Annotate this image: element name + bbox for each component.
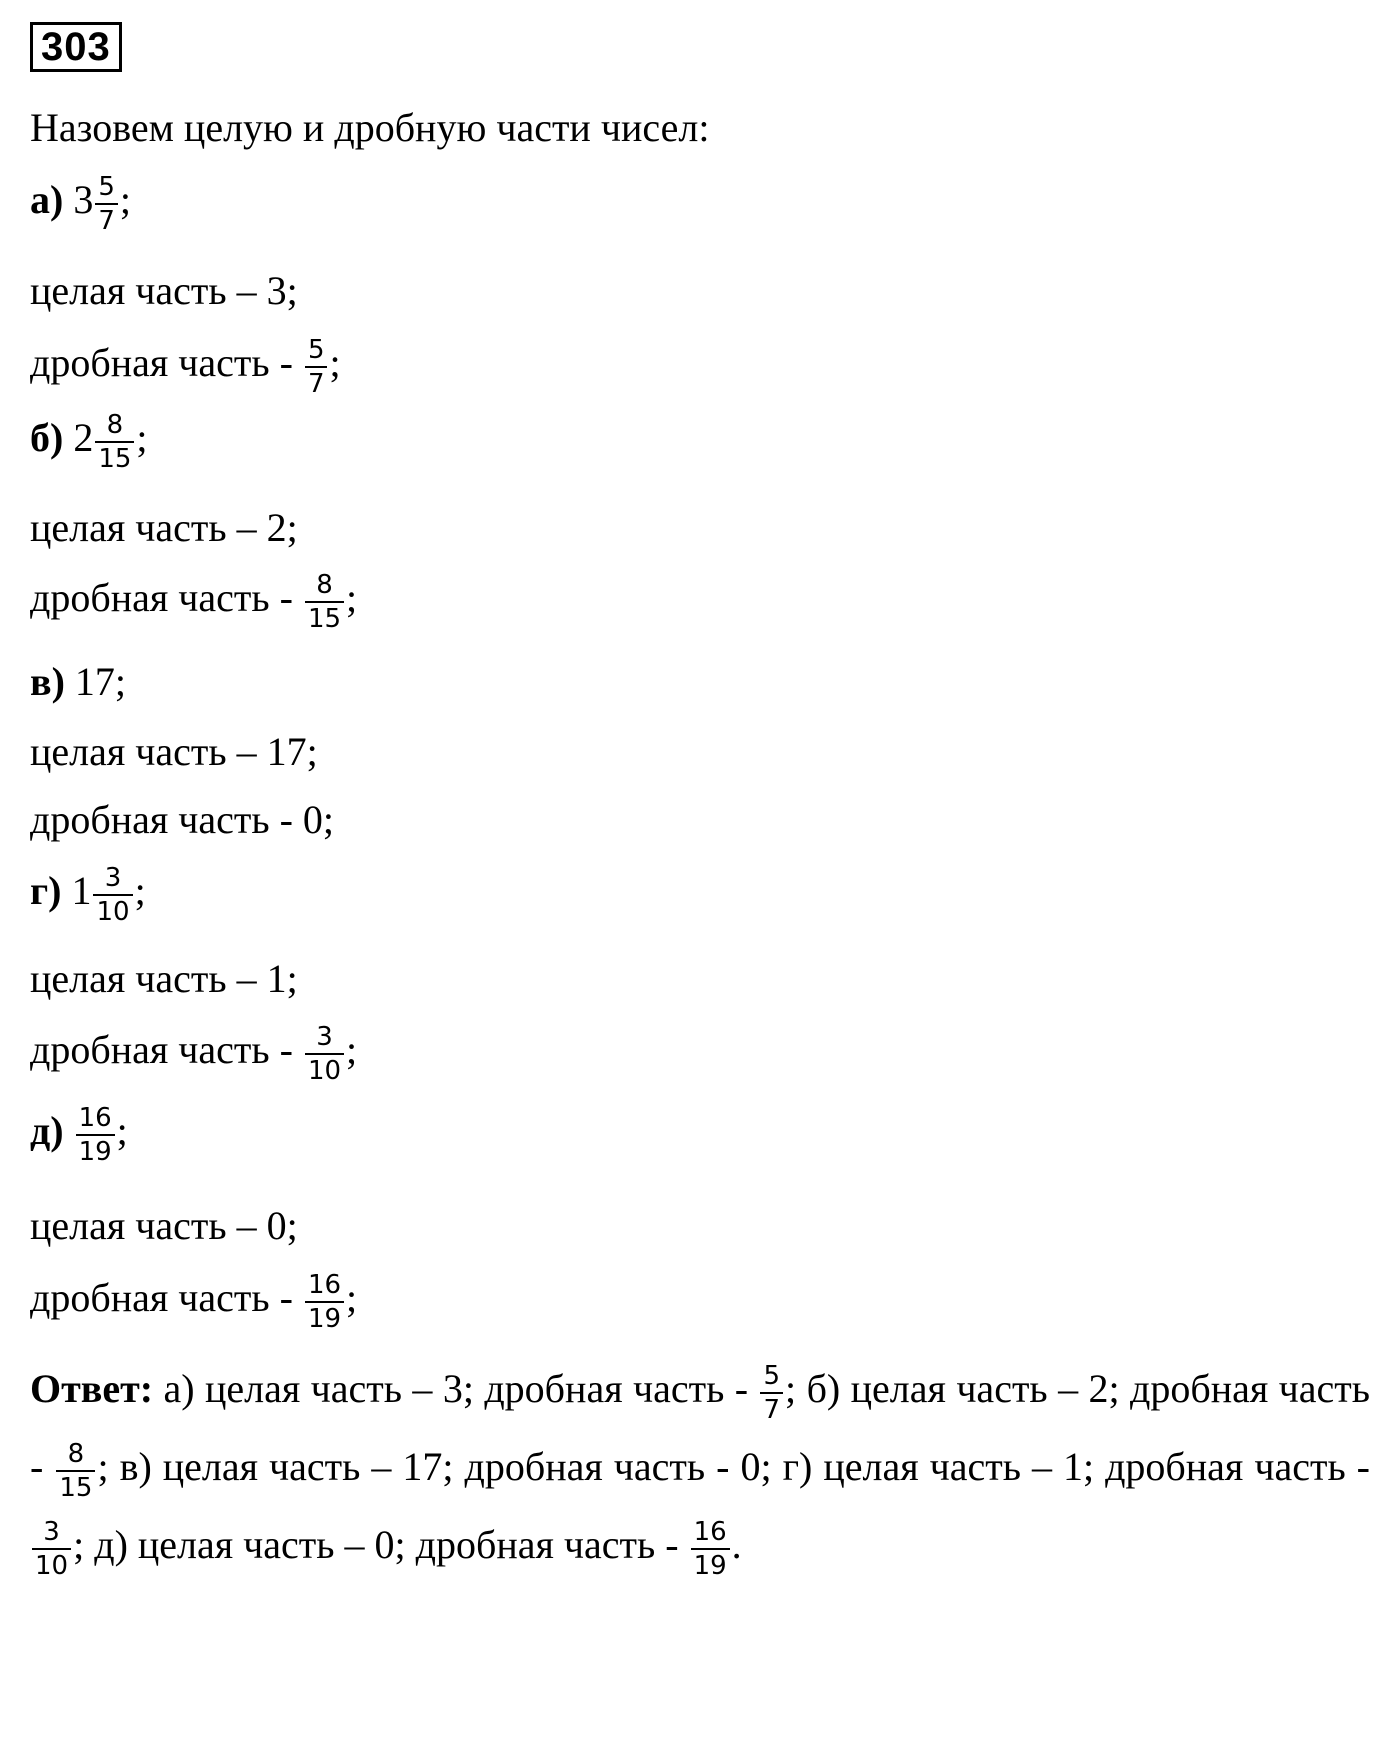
answer-a-numerator: 5	[760, 1363, 783, 1394]
item-d-fraction	[93, 865, 132, 925]
answer-d-numerator: 16	[691, 1519, 730, 1550]
answer-g-fraction	[32, 1516, 71, 1581]
item-a-frac-denominator: 7	[307, 369, 325, 399]
item-e-fraction	[76, 1105, 115, 1165]
answer-c-text: в) целая часть – 17; дробная часть - 0; г) целая часть – 1; дробная часть -	[119, 1444, 1371, 1489]
answer-b-fraction	[56, 1438, 95, 1503]
item-b-heading: б) 2 $\frac{8}{15}$ ;	[30, 410, 148, 474]
answer-d-denominator: 19	[693, 1550, 727, 1581]
item-d-frac-prefix: дробная часть -	[30, 1027, 293, 1073]
item-d-heading: г) 1 $\frac{3}{10}$ ;	[30, 863, 146, 927]
item-e-frac-line: дробная часть - $\frac{16}{19}$ ;	[30, 1270, 358, 1334]
item-c-whole-line: целая часть – 17;	[30, 729, 318, 774]
item-b-whole-line: целая часть – 2;	[30, 505, 298, 550]
item-d-letter: г)	[30, 868, 62, 914]
answer-d-fraction	[691, 1516, 730, 1581]
item-e-letter: д)	[30, 1108, 64, 1154]
item-b-frac-part	[305, 572, 344, 632]
item-a-whole-line: целая часть – 3;	[30, 268, 298, 313]
answer-a-text: а) целая часть – 3; дробная часть -	[163, 1366, 749, 1411]
item-b-fraction	[95, 412, 134, 472]
answer-paragraph: Ответ: а) целая часть – 3; дробная часть - $\frac{5}{7}$ ; б) целая часть – 2; дробная часть - $\frac{8}{15}$ ; в) целая часть – 17; дробная часть - 0; г) целая часть – 1; дробная часть - $\frac{3}{10}$ ; д) целая часть – 0; дробная часть - $\frac{16}{19}$ .	[30, 1360, 1371, 1581]
task-number-box	[30, 22, 122, 72]
item-e-denominator: 19	[78, 1137, 112, 1167]
item-a-fraction	[95, 174, 118, 234]
item-d-numerator: 3	[93, 865, 132, 896]
answer-b-text: б) целая часть – 2; дробная часть -	[30, 1366, 1371, 1489]
item-b-whole: 2	[73, 415, 94, 461]
item-e-frac-numerator: 16	[305, 1272, 344, 1303]
item-d-frac-numerator: 3	[305, 1024, 344, 1055]
answer-a-denominator: 7	[763, 1394, 781, 1425]
item-d-frac-part	[305, 1024, 344, 1084]
item-d-frac-line: дробная часть - $\frac{3}{10}$ ;	[30, 1022, 358, 1086]
item-e-frac-denominator: 19	[307, 1304, 342, 1334]
item-b-frac-denominator: 15	[307, 604, 342, 634]
item-b-denominator: 15	[98, 444, 132, 474]
item-e-whole-line: целая часть – 0;	[30, 1203, 298, 1248]
item-d-whole: 1	[71, 868, 92, 914]
item-a-frac-line: дробная часть - $\frac{5}{7}$ ;	[30, 335, 341, 399]
item-d-denominator: 10	[96, 897, 130, 927]
item-b-frac-line: дробная часть - $\frac{8}{15}$ ;	[30, 570, 358, 634]
item-a-heading: а) 3 $\frac{5}{7}$ ;	[30, 172, 131, 236]
item-b-frac-prefix: дробная часть -	[30, 575, 293, 621]
item-a-whole: 3	[73, 177, 94, 223]
item-e-frac-prefix: дробная часть -	[30, 1275, 293, 1321]
item-e-numerator: 16	[76, 1105, 115, 1136]
answer-g-numerator: 3	[32, 1519, 71, 1550]
answer-b-numerator: 8	[56, 1441, 95, 1472]
item-d-whole-line: целая часть – 1;	[30, 956, 298, 1001]
item-d-frac-denominator: 10	[307, 1056, 342, 1086]
answer-d-text: д) целая часть – 0; дробная часть -	[94, 1522, 679, 1567]
item-e-heading: д) $\frac{16}{19}$ ;	[30, 1103, 128, 1167]
item-a-denominator: 7	[98, 206, 115, 236]
answer-a-fraction	[760, 1360, 783, 1425]
item-b-frac-numerator: 8	[305, 572, 344, 603]
item-a-frac-part	[305, 337, 328, 397]
item-c-heading	[30, 658, 126, 705]
item-c-letter: в)	[30, 659, 65, 704]
answer-g-denominator: 10	[35, 1550, 69, 1581]
item-a-frac-numerator: 5	[305, 337, 328, 368]
item-b-letter: б)	[30, 415, 64, 461]
task-number: 303	[30, 22, 122, 72]
intro-text: Назовем целую и дробную части чисел:	[30, 105, 710, 150]
item-a-letter: а)	[30, 177, 64, 223]
answer-b-denominator: 15	[59, 1472, 93, 1503]
item-b-numerator: 8	[95, 412, 134, 443]
item-a-numerator: 5	[95, 174, 118, 205]
answer-label: Ответ:	[30, 1366, 154, 1411]
item-a-frac-prefix: дробная часть -	[30, 340, 293, 386]
item-e-frac-part	[305, 1272, 344, 1332]
item-c-whole: 17;	[74, 659, 127, 704]
item-c-frac-line: дробная часть - 0;	[30, 797, 335, 842]
